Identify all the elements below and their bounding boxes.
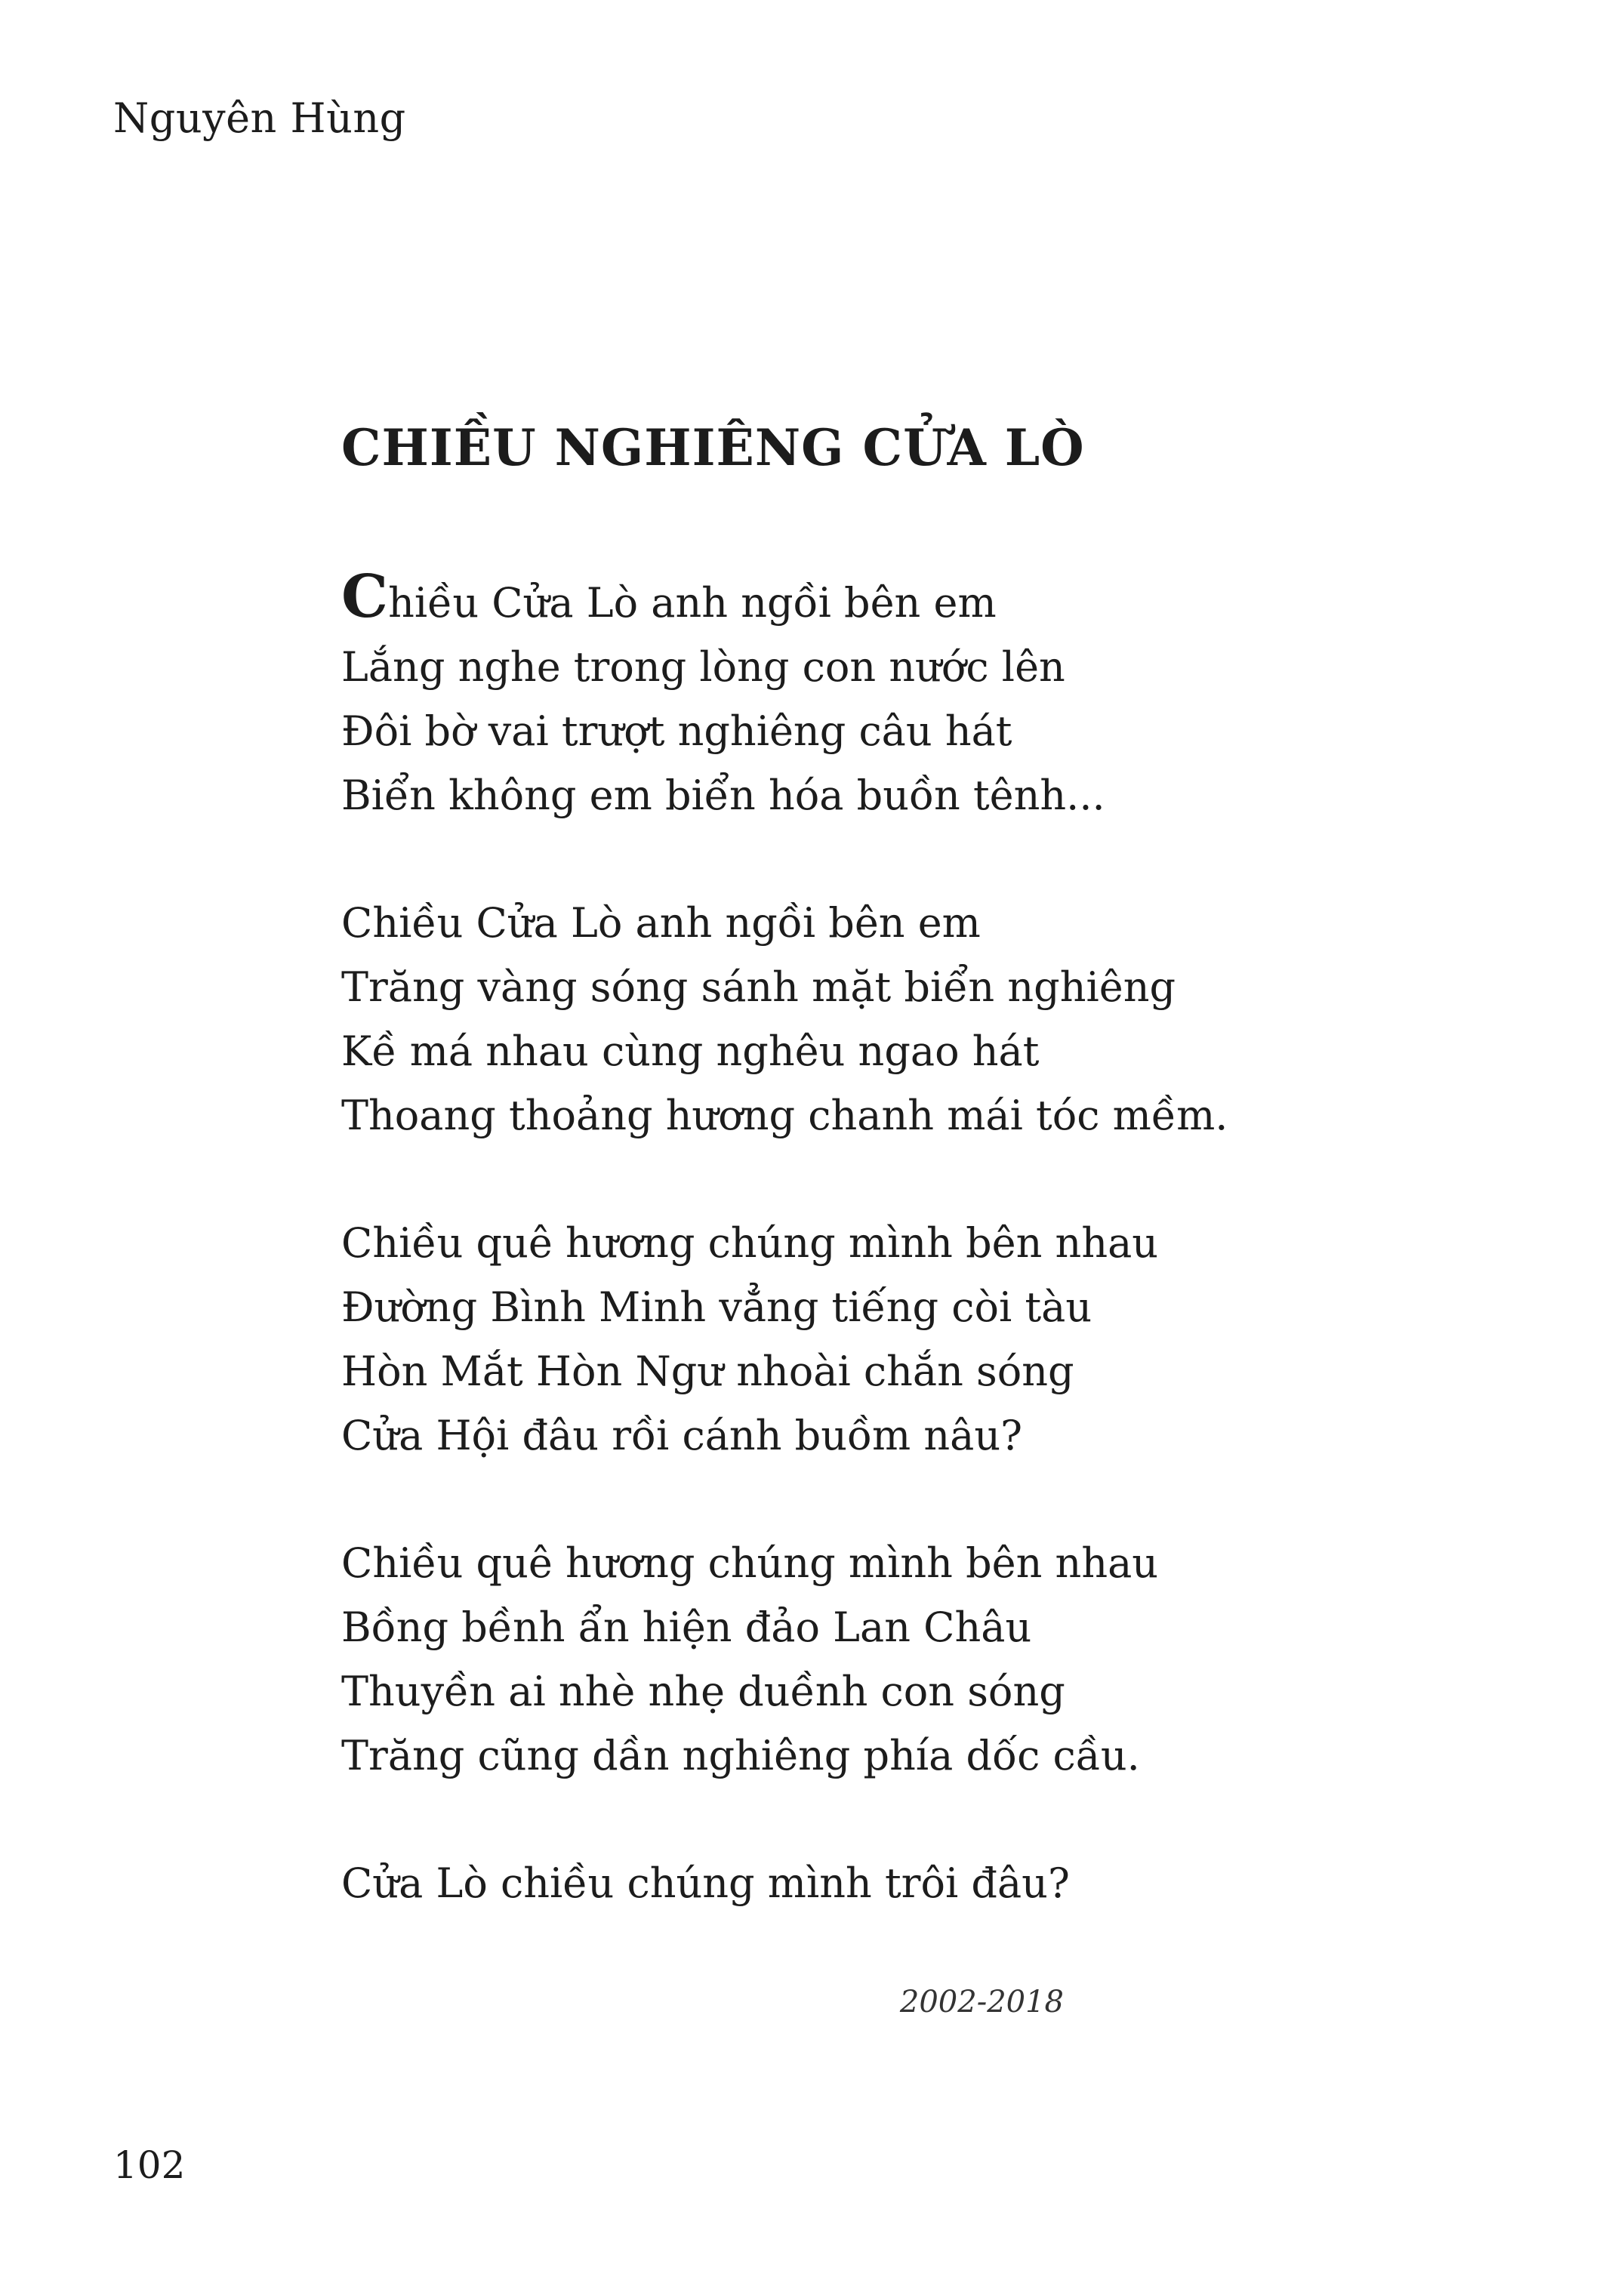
poem-date: 2002-2018: [899, 1985, 1064, 2019]
poem-line: Thuyền ai nhè nhẹ duềnh con sóng: [341, 1668, 1065, 1715]
poem-line: Trăng vàng sóng sánh mặt biển nghiêng: [341, 963, 1176, 1011]
stanza-3: [341, 1211, 1323, 1468]
poem-title: CHIỀU NGHIÊNG CỬA LÒ: [341, 418, 1085, 477]
stanza-2: [341, 891, 1323, 1148]
poem-line: Đường Bình Minh vẳng tiếng còi tàu: [341, 1283, 1092, 1331]
poem-line: Chiều quê hương chúng mình bên nhau: [341, 1539, 1159, 1587]
poem-body: [341, 562, 1323, 1979]
poem-line: Hòn Mắt Hòn Ngư nhoài chắn sóng: [341, 1348, 1074, 1395]
poem-line: Cửa Lò chiều chúng mình trôi đâu?: [341, 1859, 1070, 1907]
drop-cap: C: [341, 562, 389, 631]
poem-line: Bồng bềnh ẩn hiện đảo Lan Châu: [341, 1603, 1032, 1651]
poem-line-text: hiều Cửa Lò anh ngồi bên em: [388, 579, 997, 627]
poem-line: Chiều quê hương chúng mình bên nhau: [341, 1219, 1159, 1267]
poem-line: Cửa Hội đâu rồi cánh buồm nâu?: [341, 1412, 1023, 1459]
stanza-4: [341, 1531, 1323, 1788]
poem-line: Thoang thoảng hương chanh mái tóc mềm.: [341, 1092, 1228, 1139]
stanza-5: [341, 1851, 1323, 1915]
stanza-1: [341, 562, 1323, 827]
poem-line: Kề má nhau cùng nghêu ngao hát: [341, 1027, 1040, 1075]
running-head-author: Nguyên Hùng: [113, 94, 406, 142]
poem-line: Biển không em biển hóa buồn tênh...: [341, 772, 1105, 819]
page-number: 102: [113, 2143, 186, 2187]
poem-line: Trăng cũng dần nghiêng phía dốc cầu.: [341, 1732, 1140, 1779]
poem-line: Chiều Cửa Lò anh ngồi bên em: [341, 899, 981, 947]
poem-line: Lắng nghe trong lòng con nước lên: [341, 643, 1065, 691]
poem-line: Đôi bờ vai trượt nghiêng câu hát: [341, 707, 1012, 755]
poem-line: [341, 562, 1323, 635]
